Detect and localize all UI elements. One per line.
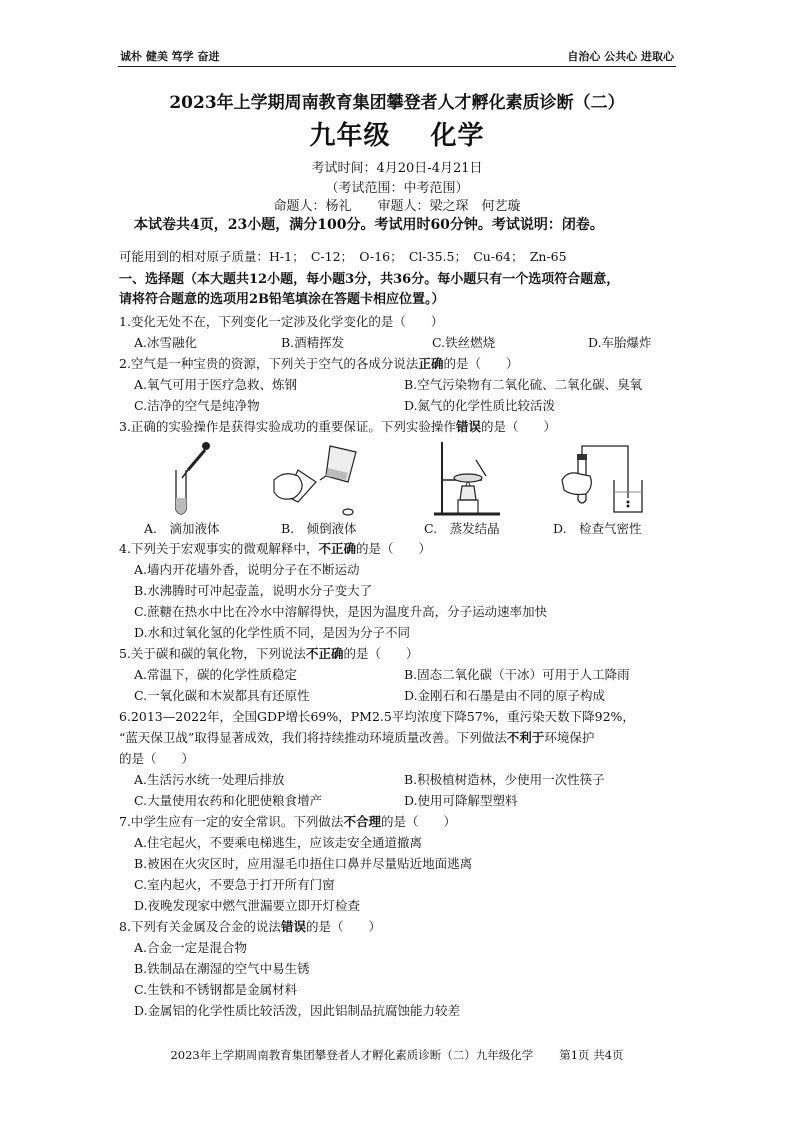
pour-liquid-icon [268,440,378,518]
q2-stem [119,354,518,374]
q5-option-c: C.一氧化碳和木炭都具有还原性 [134,688,310,703]
q6-option-c: C.大量使用农药和化肥使粮食增产 [134,793,323,808]
q8-stem-post: 的是（ ） [305,919,381,934]
q7-option-d: D.夜晚发现家中燃气泄漏要立即开灯检查 [134,898,361,913]
q4-option-a: A.墙内开花墙外香，说明分子在不断运动 [134,562,360,577]
q1-option-a: A.冰雪融化 [134,335,198,350]
exam-time: 考试时间：4月20日-4月21日 [311,161,483,176]
q5-stem-pre: 5.关于碳和碳的氧化物，下列说法 [119,646,306,661]
q6-option-b: B.积极植树造林，少使用一次性筷子 [404,772,605,787]
q4-stem-post: 的是（ ） [355,541,431,556]
q5-stem [119,644,418,664]
q1-option-b: B.酒精挥发 [281,335,345,350]
q4-option-d: D.水和过氧化氢的化学性质不同，是因为分子不同 [134,625,411,640]
q8-option-c: C.生铁和不锈钢都是金属材料 [134,982,298,997]
q1-stem: 1.变化无处不在，下列变化一定涉及化学变化的是（ ） [119,314,444,329]
q3-option-b: B. 倾倒液体 [281,521,357,536]
footer-page-number: 第1页 共4页 [559,1048,624,1062]
q7-option-b: B.被困在火灾区时，应用湿毛巾捂住口鼻并尽量贴近地面逃离 [134,856,473,871]
q6-stem-line3: 的是（ ） [119,751,195,766]
q5-stem-em: 不正确 [305,646,344,661]
q7-stem-em: 不合理 [343,814,381,829]
airtightness-check-icon [558,440,648,520]
q6-stem-line2-post: 环境保护 [544,730,595,745]
q8-option-a: A.合金一定是混合物 [134,940,248,955]
header-motto-left: 诚朴 健美 笃学 奋进 [120,50,220,63]
q7-stem [119,812,456,832]
q3-stem-pre: 3.正确的实验操作是获得实验成功的重要保证。下列实验操作 [119,419,456,434]
q7-option-a: A.住宅起火，不要乘电梯逃生，应该走安全通道撤离 [134,835,423,850]
q6-stem-line2 [119,728,594,748]
page-header [120,48,674,68]
course-label: 化学 [430,121,485,151]
q8-stem [119,917,381,937]
q8-option-b: B.铁制品在潮湿的空气中易生锈 [134,961,310,976]
q7-stem-pre: 7.中学生应有一定的安全常识。下列做法 [119,814,344,829]
q4-option-b: B.水沸腾时可冲起壶盖，说明水分子变大了 [134,583,373,598]
q8-stem-pre: 8.下列有关金属及合金的说法 [119,919,281,934]
grade-label: 九年级 [309,121,391,151]
q3-option-a: A. 滴加液体 [144,521,220,536]
q2-stem-post: 的是（ ） [443,356,519,371]
page-footer [0,1047,794,1063]
q8-stem-em: 错误 [280,919,306,934]
q1-option-d: D.车胎爆炸 [588,335,652,350]
exam-title: 2023年上学期周南教育集团攀登者人才孵化素质诊断（二） [169,93,625,113]
q5-option-d: D.金刚石和石墨是由不同的原子构成 [404,688,606,703]
q2-stem-em: 正确 [418,356,444,371]
q2-stem-pre: 2.空气是一种宝贵的资源，下列关于空气的各成分说法 [119,356,419,371]
footer-text: 2023年上学期周南教育集团攀登者人才孵化素质诊断（二）九年级化学 [170,1048,534,1062]
q3-stem-em: 错误 [455,419,481,434]
dropper-test-tube-icon [168,440,228,518]
q6-option-d: D.使用可降解型塑料 [404,793,518,808]
q2-option-b: B.空气污染物有二氧化硫、二氧化碳、臭氧 [404,377,643,392]
exam-authors: 命题人：杨礼 审题人：梁之琛 何艺璇 [273,199,521,214]
header-motto-right: 自治心 公共心 进取心 [567,50,674,63]
exam-subject [0,115,794,152]
section-heading-line1: 一、选择题（本大题共12小题，每小题3分，共36分。每小题只有一个选项符合题意， [119,272,620,287]
q1-option-c: C.铁丝燃烧 [432,335,496,350]
q2-option-c: C.洁净的空气是纯净物 [134,398,260,413]
q3-option-d: D. 检查气密性 [553,521,642,536]
q5-stem-post: 的是（ ） [343,646,419,661]
q6-stem-line2-pre: “蓝天保卫战”取得显著成效，我们将持续推动环境质量改善。下列做法 [119,730,507,745]
exam-summary: 本试卷共4页，23小题，满分100分。考试用时60分钟。考试说明：闭卷。 [134,217,604,233]
q7-option-c: C.室内起火，不要急于打开所有门窗 [134,877,335,892]
q3-option-c: C. 蒸发结晶 [424,521,500,536]
header-divider [118,66,676,67]
q2-option-a: A.氧气可用于医疗急救、炼钢 [134,377,298,392]
q2-option-d: D.氮气的化学性质比较活泼 [404,398,556,413]
q4-stem-pre: 4.下列关于宏观事实的微观解释中， [119,541,319,556]
q4-stem-em: 不正确 [318,541,356,556]
atomic-mass-line: 可能用到的相对原子质量：H-1； C-12； O-16； Cl-35.5； Cu-64； Zn-65 [119,249,567,264]
q7-stem-post: 的是（ ） [380,814,456,829]
q4-stem [119,539,431,559]
exam-range: （考试范围：中考范围） [325,181,469,196]
q6-stem-line1: 6.2013—2022年，全国GDP增长69%，PM2.5平均浓度下降57%，重污染天数下降92%， [119,709,635,724]
q5-option-b: B.固态二氧化碳（干冰）可用于人工降雨 [404,667,630,682]
section-heading-line2: 请将符合题意的选项用2B铅笔填涂在答题卡相应位置。） [119,292,445,307]
q8-option-d: D.金属铝的化学性质比较活泼，因此铝制品抗腐蚀能力较差 [134,1003,461,1018]
q6-option-a: A.生活污水统一处理后排放 [134,772,285,787]
q6-stem-line2-em: 不利于 [506,730,545,745]
q3-stem [119,417,556,437]
q3-stem-post: 的是（ ） [480,419,556,434]
evaporation-setup-icon [432,440,502,520]
q4-option-c: C.蔗糖在热水中比在冷水中溶解得快，是因为温度升高，分子运动速率加快 [134,604,548,619]
q5-option-a: A.常温下，碳的化学性质稳定 [134,667,298,682]
